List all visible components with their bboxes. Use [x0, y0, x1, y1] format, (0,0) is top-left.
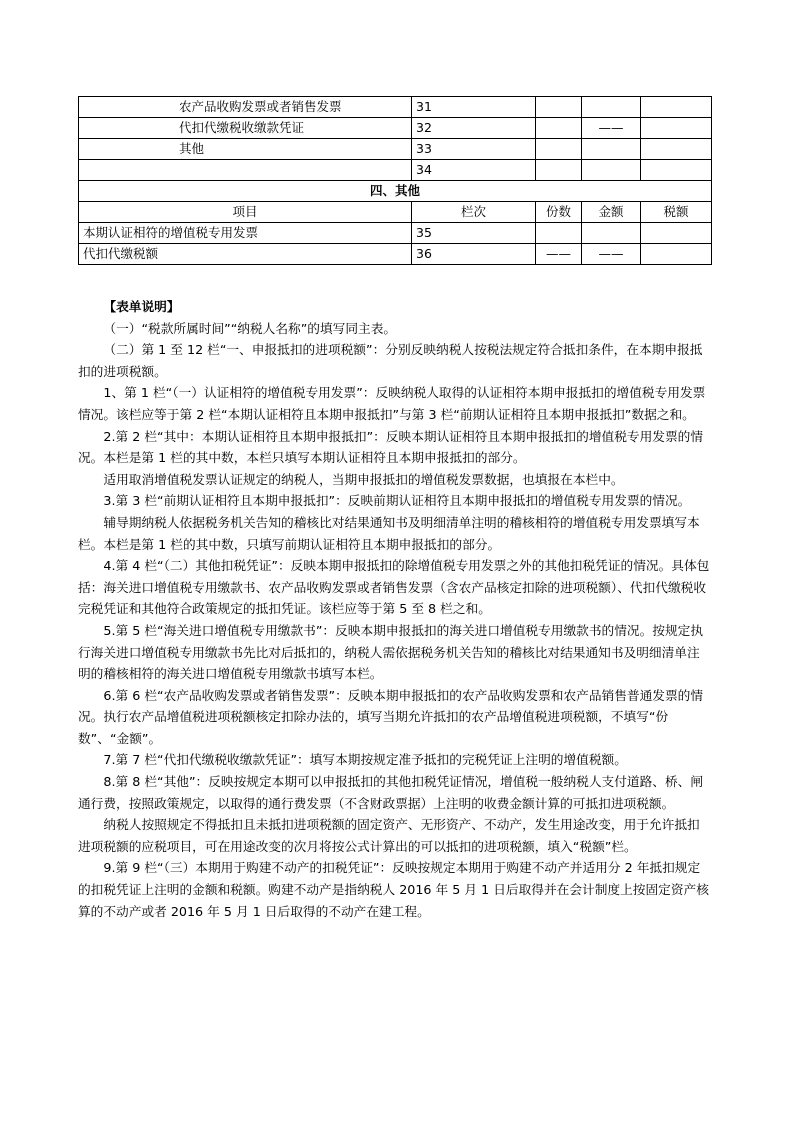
- notes-paragraph: 4.第 4 栏“（二）其他扣税凭证”：反映本期申报抵扣的除增值税专用发票之外的其他扣税凭证的情况。具体包括：海关进口增值税专用缴款书、农产品收购发票或者销售发票（含农产品核定扣除的进项税额）、代扣代缴税收完税凭证和其他符合政策规定的抵扣凭证。该栏应等于第 5 至 8 栏之和。: [78, 558, 710, 617]
- cell-count: [536, 160, 582, 181]
- notes-paragraph: 辅导期纳税人依据税务机关告知的稽核比对结果通知书及明细清单注明的稽核相符的增值税专用发票填写本栏。本栏是第 1 栏的其中数，只填写前期认证相符且本期申报抵扣的部分。: [78, 514, 700, 552]
- notes-paragraph: 9.第 9 栏“（三）本期用于购建不动产的扣税凭证”：反映按规定本期用于购建不动产并适用分 2 年抵扣规定的扣税凭证上注明的金额和税额。购建不动产是指纳税人 2016 年 5 月 1 日后取得并在会计制度上按固定资产核算的不动产或者 2016 年 5 月 1 日后取得的不动产在建工程。: [78, 860, 709, 919]
- notes-paragraph: 1、第 1 栏“（一）认证相符的增值税专用发票”：反映纳税人取得的认证相符本期申报抵扣的增值税专用发票情况。该栏应等于第 2 栏“本期认证相符且本期申报抵扣”与第 3 栏“前期认证相符且本期申报抵扣”数据之和。: [78, 385, 706, 422]
- table-row: [79, 97, 712, 118]
- table-row: [79, 223, 712, 244]
- cell-count: [536, 97, 582, 118]
- cell-count: [536, 223, 582, 244]
- table-row: [79, 139, 712, 160]
- cell-tax: [641, 223, 712, 244]
- cell-tax: [641, 160, 712, 181]
- row-label: [79, 160, 412, 181]
- notes-paragraph: 5.第 5 栏“海关进口增值税专用缴款书”：反映本期申报抵扣的海关进口增值税专用缴款书的情况。按规定执行海关进口增值税专用缴款书先比对后抵扣的，纳税人需依据税务机关告知的稽核比对结果通知书及明细清单注明的稽核相符的海关进口增值税专用缴款书填写本栏。: [78, 622, 704, 682]
- section-title: 四、其他: [79, 181, 712, 202]
- notes-paragraph: 8.第 8 栏“其他”：反映按规定本期可以申报抵扣的其他扣税凭证情况，增值税一般纳税人支付道路、桥、闸通行费，按照政策规定，以取得的通行费发票（不含财政票据）上注明的收费金额计算的可抵扣进项税额。: [78, 774, 704, 811]
- header-tax: 税额: [641, 202, 712, 223]
- header-count: 份数: [536, 202, 582, 223]
- row-label: 本期认证相符的增值税专用发票: [79, 223, 412, 244]
- cell-amount: [582, 139, 641, 160]
- table-row: [79, 118, 712, 139]
- row-label: 代扣代缴税收缴款凭证: [79, 118, 412, 139]
- form-notes: [78, 296, 711, 922]
- cell-tax: [641, 244, 712, 265]
- header-item: 项目: [79, 202, 412, 223]
- section-header-row: [79, 181, 712, 202]
- row-number: 36: [412, 244, 536, 265]
- notes-paragraph: （二）第 1 至 12 栏“一、申报抵扣的进项税额”：分别反映纳税人按税法规定符合抵扣条件，在本期申报抵扣的进项税额。: [78, 342, 703, 379]
- cell-tax: [641, 139, 712, 160]
- row-number: 34: [412, 160, 536, 181]
- cell-amount: [582, 223, 641, 244]
- row-label: 农产品收购发票或者销售发票: [79, 97, 412, 118]
- header-column-number: 栏次: [412, 202, 536, 223]
- row-number: 32: [412, 118, 536, 139]
- row-label: 其他: [79, 139, 412, 160]
- notes-paragraph: 适用取消增值税发票认证规定的纳税人，当期申报抵扣的增值税发票数据，也填报在本栏中。: [103, 471, 624, 487]
- notes-paragraph: 7.第 7 栏“代扣代缴税收缴款凭证”：填写本期按规定准予抵扣的完税凭证上注明的增值税额。: [103, 752, 627, 768]
- cell-tax: [641, 118, 712, 139]
- row-number: 33: [412, 139, 536, 160]
- row-label: 代扣代缴税额: [79, 244, 412, 265]
- table-row: [79, 244, 712, 265]
- cell-count: [536, 118, 582, 139]
- cell-amount: [582, 97, 641, 118]
- header-amount: 金额: [582, 202, 641, 223]
- notes-paragraph: （一）“税款所属时间”“纳税人名称”的填写同主表。: [103, 320, 397, 336]
- notes-paragraph: 2.第 2 栏“其中：本期认证相符且本期申报抵扣”：反映本期认证相符且本期申报抵扣的增值税专用发票的情况。本栏是第 1 栏的其中数，本栏只填写本期认证相符且本期申报抵扣的部分。: [78, 428, 704, 466]
- notes-paragraph: 纳税人按照规定不得抵扣且未抵扣进项税额的固定资产、无形资产、不动产，发生用途改变，用于允许抵扣进项税额的应税项目，可在用途改变的次月将按公式计算出的可以抵扣的进项税额，填入“税额”栏。: [78, 817, 700, 854]
- cell-count: [536, 139, 582, 160]
- cell-count: ——: [536, 244, 582, 265]
- row-number: 31: [412, 97, 536, 118]
- cell-amount: ——: [582, 118, 641, 139]
- cell-tax: [641, 97, 712, 118]
- column-header-row: [79, 202, 712, 223]
- deduction-table: [78, 96, 712, 265]
- notes-paragraph: 6.第 6 栏“农产品收购发票或者销售发票”：反映本期申报抵扣的农产品收购发票和农产品销售普通发票的情况。执行农产品增值税进项税额核定扣除办法的，填写当期允许抵扣的农产品增值税进项税额，不填写“份数”、“金额”。: [78, 687, 704, 746]
- notes-title: 【表单说明】: [103, 299, 180, 314]
- row-number: 35: [412, 223, 536, 244]
- table-row: [79, 160, 712, 181]
- notes-paragraph: 3.第 3 栏“前期认证相符且本期申报抵扣”：反映前期认证相符且本期申报抵扣的增值税专用发票的情况。: [103, 493, 691, 509]
- cell-amount: ——: [582, 244, 641, 265]
- cell-amount: [582, 160, 641, 181]
